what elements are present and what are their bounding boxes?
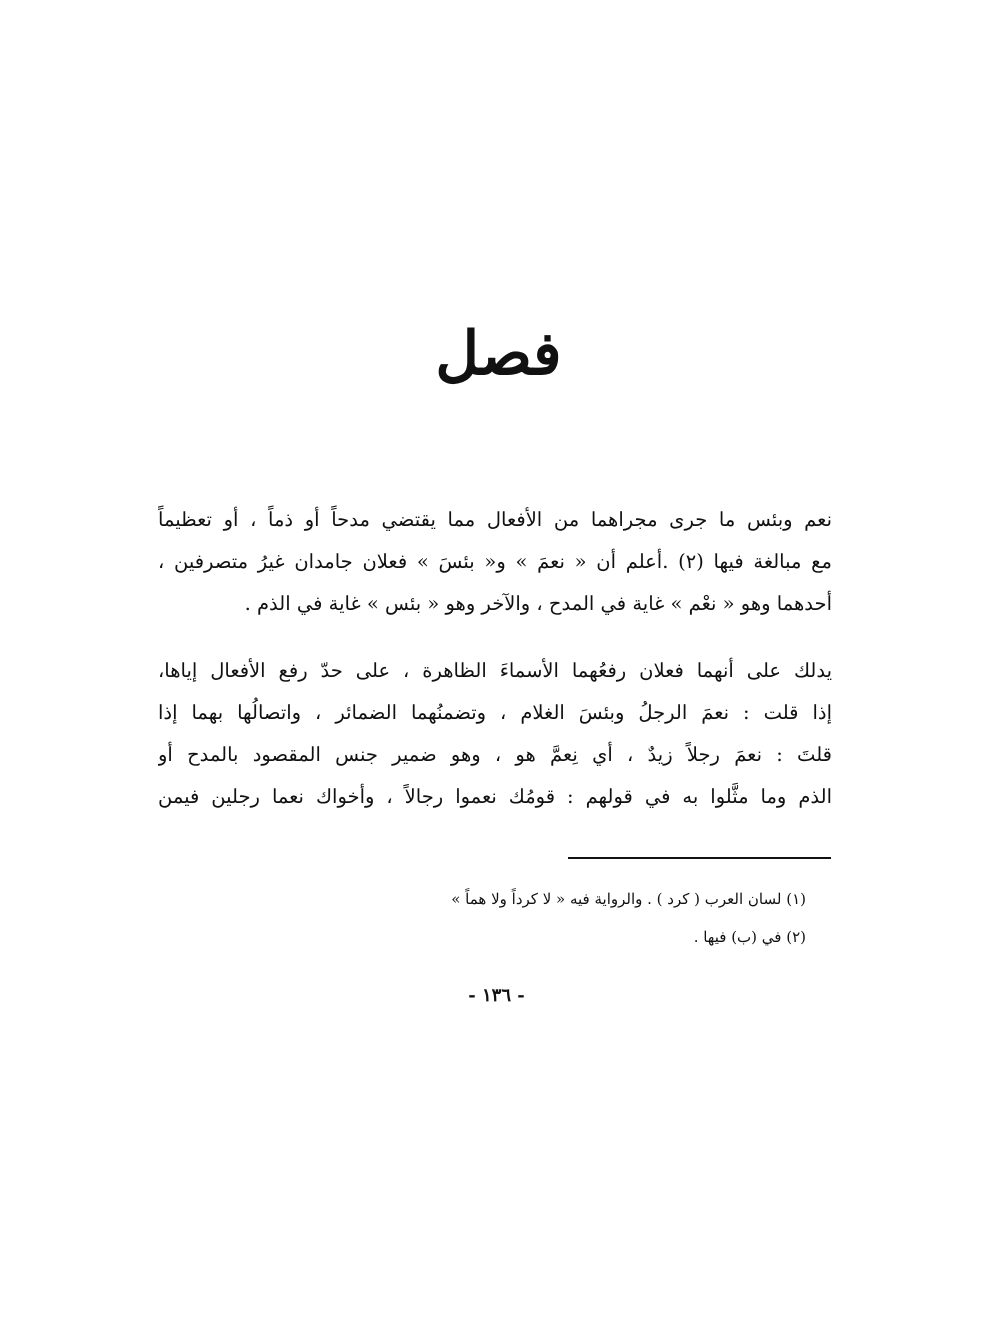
paragraph-line: نعم وبئس ما جرى مجراهما من الأفعال مما يقتضي مدحاً أو ذماً ، أو تعظيماً	[158, 508, 832, 531]
page-number: - ١٣٦ -	[468, 985, 525, 1006]
paragraph-1	[158, 499, 832, 625]
footnote-divider	[568, 857, 831, 859]
paragraph-line: الذم وما مثَّلوا به في قولهم : قومُك نعموا رجالاً ، وأخواك نعما رجلين فيمن	[158, 785, 832, 808]
paragraph-line: يدلك على أنهما فعلان رفعُهما الأسماءَ الظاهرة ، على حدّ رفع الأفعال إياها،	[158, 659, 832, 682]
paragraph-2	[158, 650, 832, 818]
paragraph-line: أحدهما وهو « نعْم » غاية في المدح ، والآخر وهو « بئس » غاية في الذم .	[244, 592, 832, 615]
footnotes	[451, 880, 806, 956]
footnote-1: (١) لسان العرب ( كرد ) . والرواية فيه « لا كرداً ولا هماً »	[451, 890, 806, 908]
paragraph-line: مع مبالغة فيها (٢) .أعلم أن « نعمَ » و« بئسَ » فعلان جامدان غيرُ متصرفين ،	[158, 550, 832, 573]
section-heading: فصل	[435, 319, 562, 389]
paragraph-line: إذا قلت : نعمَ الرجلُ وبئسَ الغلام ، وتضمنُهما الضمائر ، واتصالُها بهما إذا	[158, 701, 832, 724]
footnote-2: (٢) في (ب) فيها .	[693, 928, 806, 946]
paragraph-line: قلتَ : نعمَ رجلاً زيدٌ ، أي نِعمَّ هو ، وهو ضمير جنس المقصود بالمدح أو	[158, 743, 832, 766]
